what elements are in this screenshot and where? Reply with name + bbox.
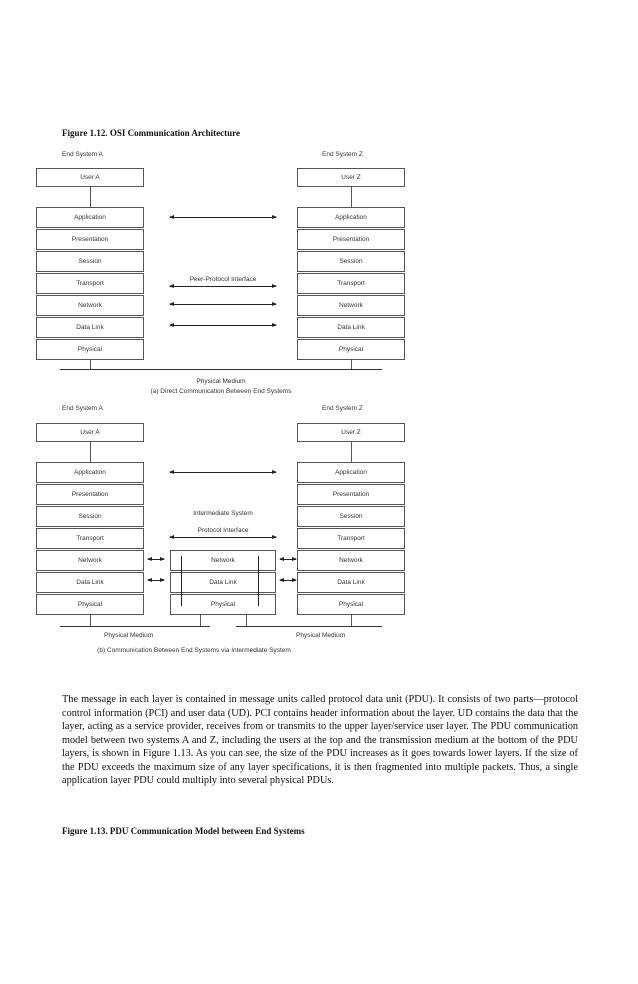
a-layer-data-link: Data Link [36,317,144,338]
z-medium-drop [351,360,352,369]
a-layer-physical: Physical [36,339,144,360]
peer-arrow-network [170,304,276,305]
a-medium-drop [90,360,91,369]
arrow-inter-z-data-link [280,580,296,581]
b-a-layer-session: Session [36,506,144,527]
arrow-inter-z-network [280,559,296,560]
b-z-layer-session: Session [297,506,405,527]
physical-medium-label: Physical Medium [196,378,246,385]
b-z-layer-network: Network [297,550,405,571]
b-a-layer-network: Network [36,550,144,571]
a-layer-network: Network [36,295,144,316]
z-layer-transport: Transport [297,273,405,294]
b-a-layer-application: Application [36,462,144,483]
b-z-layer-data-link: Data Link [297,572,405,593]
figure-1-12-caption: Figure 1.12. OSI Communication Architecture [62,128,240,138]
b-z-layer-physical: Physical [297,594,405,615]
b-inter-medium-drop-right [246,615,247,626]
subcaption-a: (a) Direct Communication Between End Systems [150,388,292,395]
protocol-interface-label: Protocol Interface [197,527,249,534]
b-z-layer-presentation: Presentation [297,484,405,505]
inter-right-vertical [258,556,259,606]
peer-arrow-transport [170,286,276,287]
peer-arrow-application [170,217,276,218]
b-medium-line-left [60,626,210,627]
a-layer-presentation: Presentation [36,229,144,250]
user-z-box-b: User Z [297,423,405,442]
z-layer-network: Network [297,295,405,316]
b-medium-label-right: Physical Medium [296,632,346,639]
z-layer-data-link: Data Link [297,317,405,338]
inter-layer-network: Network [170,550,276,571]
b-a-layer-physical: Physical [36,594,144,615]
user-z-connector [351,187,352,207]
user-a-box-b: User A [36,423,144,442]
user-a-connector [90,187,91,207]
peer-protocol-interface-label: Peer-Protocol Interface [189,276,257,283]
user-a-box: User A [36,168,144,187]
end-system-z-label: End System Z [322,151,363,158]
b-a-medium-drop [90,615,91,626]
figure-1-13-caption: Figure 1.13. PDU Communication Model between End Systems [62,826,305,836]
user-z-connector-b [351,442,352,462]
end-system-a-label: End System A [62,151,103,158]
end-system-a-label-b: End System A [62,405,103,412]
b-a-layer-transport: Transport [36,528,144,549]
arrow-a-inter-data-link [148,580,164,581]
user-z-box: User Z [297,168,405,187]
b-a-layer-presentation: Presentation [36,484,144,505]
subcaption-b: (b) Communication Between End Systems via Intermediate System [97,647,291,654]
a-layer-transport: Transport [36,273,144,294]
b-a-layer-data-link: Data Link [36,572,144,593]
inter-layer-data-link: Data Link [170,572,276,593]
inter-layer-physical: Physical [170,594,276,615]
b-z-medium-drop [351,615,352,626]
b-medium-label-left: Physical Medium [104,632,154,639]
z-layer-application: Application [297,207,405,228]
end-system-z-label-b: End System Z [322,405,363,412]
z-layer-physical: Physical [297,339,405,360]
b-z-layer-transport: Transport [297,528,405,549]
user-a-connector-b [90,442,91,462]
a-layer-application: Application [36,207,144,228]
a-layer-session: Session [36,251,144,272]
b-inter-medium-drop-left [200,615,201,626]
z-layer-presentation: Presentation [297,229,405,250]
physical-medium-line [60,369,382,370]
inter-left-vertical [181,556,182,606]
intermediate-system-label: Intermediate System [193,510,253,517]
b-medium-line-right [236,626,382,627]
b-peer-arrow-application [170,472,276,473]
arrow-a-inter-network [148,559,164,560]
b-protocol-arrow [170,537,276,538]
body-paragraph: The message in each layer is contained in message units called protocol data unit (PDU). It consists of two parts—protocol control information (PCI) and user data (UD). PCI contains header information about the layer. UD contains the data that the layer, acting as a service provider, receives from or transmits to the upper layer/service user layer. The PDU communication model between two systems A and Z, including the users at the top and the transmission medium at the bottom of the PDU layers, is shown in Figure 1.13. As you can see, the size of the PDU increases as it goes towards lower layers. If the size of the PDU exceeds the maximum size of any layer specifications, it is then fragmented into multiple packets. Thus, a single application layer PDU could multiply into several physical PDUs. [62,694,578,786]
z-layer-session: Session [297,251,405,272]
b-z-layer-application: Application [297,462,405,483]
peer-arrow-data-link [170,325,276,326]
